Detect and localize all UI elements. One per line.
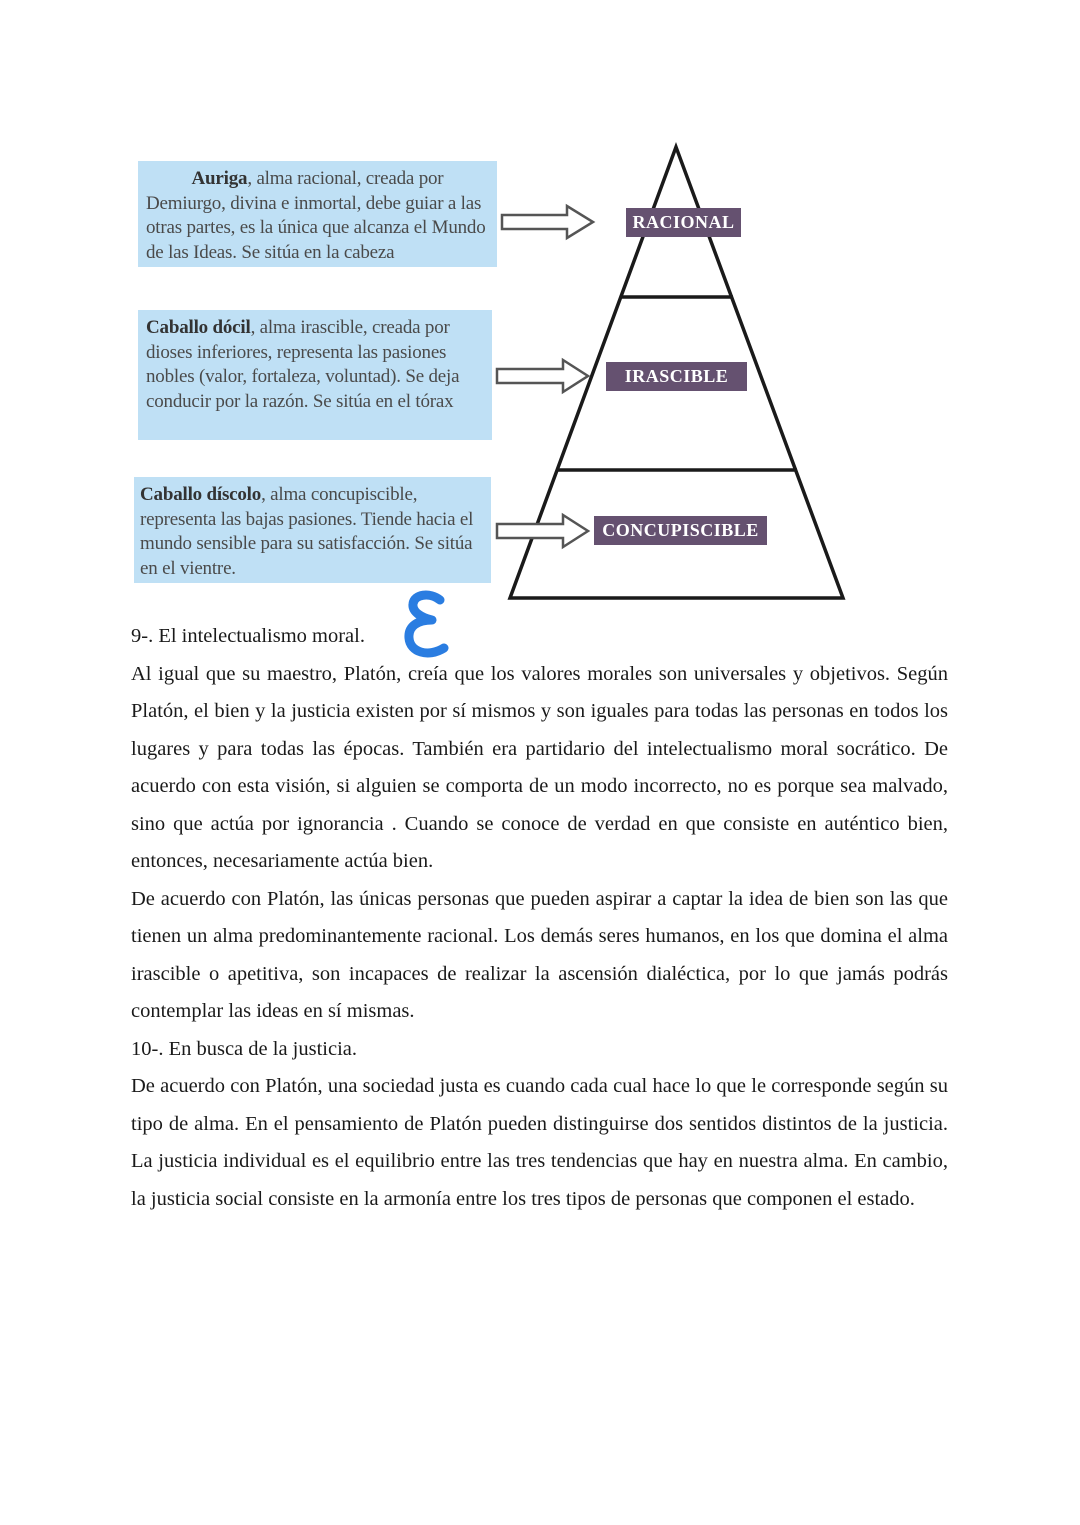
caballo-discolo-term: Caballo díscolo (140, 484, 262, 505)
section-9-heading: 9-. El intelectualismo moral. (131, 625, 365, 647)
caballo-discolo-description: , alma concupiscible, representa las bajas pasiones. Tiende hacia el mundo sensible para su satisfacción. Se sitúa en el vientre. (140, 484, 474, 579)
section-10-paragraph-1: De acuerdo con Platón, una sociedad justa es cuando cada cual hace lo que le corresponde según su tipo de alma. En el pensamiento de Platón pueden distinguirse dos sentidos distintos de la justicia. La justicia individual es el equilibrio entre las tres tendencias que hay en nuestra alma. En cambio, la justicia social consiste en la armonía entre los tres tipos de personas que componen el estado. (131, 1075, 948, 1210)
section-9-paragraph-1: Al igual que su maestro, Platón, creía que los valores morales son universales y objetivos. Según Platón, el bien y la justicia existen por sí mismos y son iguales para todas las personas en todos los lugares y para todas las épocas. También era partidario del intelectualismo moral socrático. De acuerdo con esta visión, si alguien se comporta de un modo incorrecto, no es porque sea malvado, sino que actúa por ignorancia . Cuando se conoce de verdad en que consiste en auténtico bien, entonces, necesariamente actúa bien. (131, 662, 948, 872)
auriga-description: Demiurgo, divina e inmortal, debe guiar a las otras partes, es la única que alcanza el Mundo de las Ideas. Se sitúa en la cabeza (146, 192, 486, 263)
level-concupiscible-label: CONCUPISCIBLE (594, 516, 767, 545)
soul-pyramid-diagram (0, 0, 1080, 620)
arrow-right-icon (497, 360, 588, 392)
auriga-first-line-rest: , alma racional, creada por (247, 168, 444, 189)
section-9-paragraph-2: De acuerdo con Platón, las únicas personas que pueden aspirar a captar la idea de bien son las que tienen un alma predominantemente racional. Los demás seres humanos, en los que domina el alma irascible o apetitiva, son incapaces de realizar la ascensión dialéctica, por lo que jamás podrás contemplar las ideas en sí mismas. (131, 887, 948, 1022)
auriga-term: Auriga (191, 168, 248, 189)
caballo-docil-term: Caballo dócil (146, 317, 251, 338)
section-10-heading: 10-. En busca de la justicia. (131, 1037, 358, 1060)
caballo-docil-description: , alma irascible, creada por dioses inferiores, representa las pasiones nobles (valor, fortaleza, voluntad). Se deja conducir por la razón. Se sitúa en el tórax (146, 317, 460, 412)
level-irascible-label: IRASCIBLE (606, 362, 747, 391)
document-text (131, 618, 948, 1218)
level-racional-label: RACIONAL (626, 208, 741, 237)
arrow-right-icon (497, 515, 588, 547)
arrow-right-icon (502, 206, 593, 238)
